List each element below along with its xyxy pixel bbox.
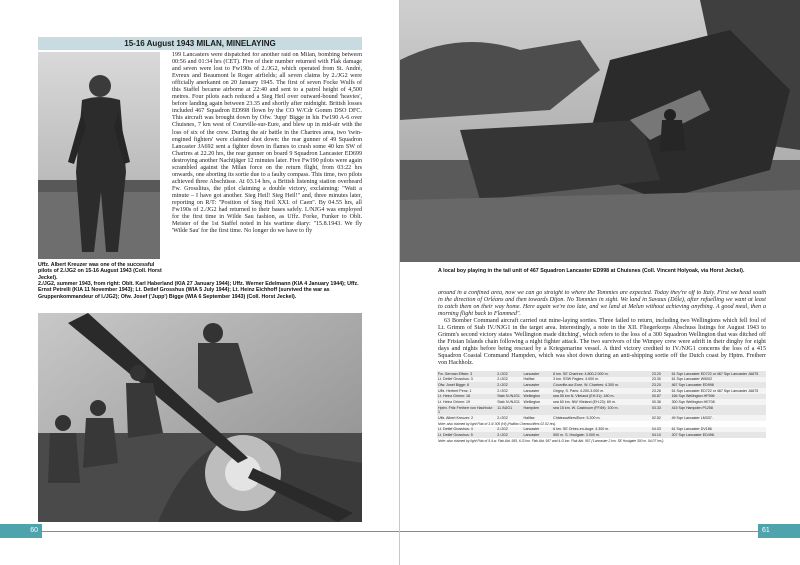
photo-lancaster-wreck [400,0,800,262]
right-body-paragraph: 63 Bomber Command aircraft carried out mine-laying sorties. Three failed to return, including two Wellingtons which fell foul of Lt. Grimm of Stab IV./NJG1 in the target area. Interestingly, a note in the XII. Fliegerkorps Abschuss listings for August 1943 to Grimm's second victory states 'Wellington made ditching', which refers to the loss of a 300 Squadron Wellington that was ditched off the Frisian Islands chain following a night fighter attack. The two survivors of the Wimpey crew were adrift in their dinghy for eight days and nights before being rescued by a Kriegsmarine vessel. A third victory credited to IV./NJG1 concerns the loss of a 415 Squadron Coastal Command Hampden, which was shot down during an anti-shipping sortie off the Dutch coast by Hptm. Freiherr von Hachholz. [438,318,766,367]
table-cell-victim: 61 Sqn Lancaster ED722 or 467 Sqn Lancaster JA675 [671,371,766,377]
table-cell-victim: 61 Sqn Lancaster W5002 [671,377,766,383]
right-page-rule [400,531,758,532]
group-photo-image [38,313,362,522]
table-cell-type: Halifax [523,415,553,421]
table-cell-victim: 467 Sqn Lancaster ED998 [671,382,766,388]
table-cell-pilot: Lt. Heinz Grimm: 19 [437,399,496,405]
table-cell-time: 02.52 [651,415,671,421]
table-cell-unit: Stab IV./NJG1 [496,394,522,400]
table-cell-unit: 2./JG2 [496,432,522,438]
table-cell-type: Lancaster [523,371,553,377]
table-cell-location: 6 km. SE Chartres: 4.800-2.000 m. [552,371,651,377]
table-cell-unit: 2./JG2 [496,382,522,388]
table-cell-time: 04.03 [651,427,671,433]
table-cell-location: 500 m. S. Houlgate: 3.000 m. [552,432,651,438]
table-cell-location: Châteauvillers/Eure: 5.200 m. [552,415,651,421]
wreck-image [400,0,800,262]
table-cell-location: sea 60 km. NW Vlieland (EH.23): 69 m. [552,399,651,405]
portrait-image [38,52,160,259]
table-note-row [437,438,766,444]
table-cell-location: 3 km. SSW Pagles: 4.000 m. [552,377,651,383]
left-body-paragraph: 199 Lancasters were dispatched for another raid on Milan, bombing between 00:56 and 01:34 hrs (CET). Five of their number returned with Flak damage and seven were lost to Fw190s of 2./JG2, which operated from St. André, Evreux and Beaumont le Roger airfields; all seven claims by 2./JG2 were officially anerkannt on 20 January 1945. The first of seven Focke Wulfs of this Staffel became airborne at 22:40 and sent to a patrol height of 4,500 metres. Four pilots each reduced a Sieg Heil over outward-bound 'heavies', before landing again between 23.35 and shortly after midnight. British losses included 467 Squadron ED998 flown by the CO W/Cdr Gomm DSO DFC. This aircraft was brought down by Ofw. 'Jupp' Bigge in his Fw190 A-6 over Chuisnes, 7 km west of Courville-sur-Eure, and blew up in mid-air with the loss of six of the crew. During the air battle in the Chartres area, two 'twin-engined fighters' were claimed shot down: the rear gunner of 49 Squadron Lancaster JA692 sent a fighter down in flames to crash some 40 km SW of Chartres at 22.20 hrs, the rear gunner on board 9 Squadron Lancaster ED699 destroying another Nachtjäger 12 minutes later. Five Fw190 pilots were again scrambled against the Milan force on the return flight, from 03:22 hrs onwards, one aborting its sortie due to a faulty compass. This time, two pilots achieved three Abschüsse. At 03.14 hrs, a British listening station overheard Fw. Grosslitus, the pilot claiming a double victory, exclaiming: "Wait a minute – I have got another. Sieg Heil! Sieg Heil!" and, three minutes later, reporting on R/T: "Position of Sieg Heil XXI. of Caen". By 04.55 hrs, all Fw190s of 2./JG2 had returned to their bases safely. I./NJG4 was employed for the first time in Wilde Sau fashion, as Uffz. Forke, Funker to Oblt. Meister of the 1st Staffel noted in his wartime diary: "15.8.1943. We fly 'Wilde Sau' for the first time. No longer do we have to fly [172,52,362,235]
table-cell-pilot: Uffz. Albert Kreuzer: 2 [437,415,496,421]
table-cell-time: 23.26 [651,388,671,394]
table-cell-victim: 166 Sqn Wellington HF596 [671,394,766,400]
table-cell-unit: 2./JG2 [496,388,522,394]
photo-pilots-on-propeller [38,313,362,522]
table-cell-location: sea 15 km. W. Castricum (FF.69): 100 m. [552,405,651,415]
table-cell-time: 23.30 [651,377,671,383]
table-cell-unit: 2./JG2 [496,377,522,383]
caption-wreck: A local boy playing in the tail unit of 467 Squadron Lancaster ED998 at Chuisnes (Coll. Vincent Holyoak, via Horst Jeckel). [438,268,745,274]
caption-group-photo: 2./JG2, summer 1943, from right: Oblt. Karl Haberland (KIA 27 January 1944); Uffz. Werner Edelmann (KIA 4 January 1944); Uffz. Ernst Petrelli (KIA 11 November 1943); Lt. Detlef Grosshus (WIA 5 July 1944); Lt. Heinz Eichhoff (survived the war as Gruppenkommandeur of I./JG2); Ofw. Josef ('Jupp') Bigge (WIA 6 September 1943) (Coll. Horst Jeckel). [38,281,359,300]
table-cell-time: 03.33 [651,405,671,415]
right-page-number: 61 [758,524,800,538]
victory-claims-body [437,371,766,444]
table-cell-pilot: Lt. Detlef Grosshus: 5 [437,432,496,438]
table-cell-pilot: Fw. German Elfwin: 3 [437,371,496,377]
right-page [400,0,800,565]
table-cell-pilot: Lt. Detlef Grosshus: 3 [437,377,496,383]
table-cell-victim: 415 Sqn Hampden P1258 [671,405,766,415]
table-cell-time: 23.20 [651,371,671,377]
table-cell-unit: Stab IV./NJG1 [496,399,522,405]
right-body-italic: around in a confined area, now we can go straight to where the Tommies are expected. Today they're off to Italy. First we head south in the direction of Orléans and then towards Dijon. No Tommies in sight. We land in Savaux (Dôle), after refuelling we want at least to catch them on their way home. Here again we're too late, and we land at Melun without achieving anything. A good meal, then a morning flight back to Flammed". [438,290,766,318]
table-cell-location: sea 55 km N. Vlieland (EH.31): 180 m. [552,394,651,400]
table-cell-time: 23.20 [651,382,671,388]
table-cell-unit: 11./NJG1 [496,405,522,415]
table-cell-time: 00.36 [651,399,671,405]
table-cell-type: Lancaster [523,427,553,433]
caption-kreuzer: Uffz. Albert Kreuzer was one of the successful pilots of 2./JG2 on 15-16 August 1943 (Coll. Horst Jeckel). [38,262,162,281]
table-cell-type: Halifax [523,377,553,383]
table-cell-location: 6 km. SE Orbec-en-Auge: 4.300 m. [552,427,651,433]
table-cell-location: Grigny, S. Paris: 4.200-3.000 m. [552,388,651,394]
table-cell-type: Wellington [523,399,553,405]
table-cell-unit: 2./JG2 [496,371,522,377]
table-cell-type: Wellington [523,394,553,400]
left-page-rule [42,531,400,532]
table-cell-pilot: Ofw. Josef Bigge: 6 [437,382,496,388]
table-cell-unit: 2./JG2 [496,427,522,433]
table-cell-type: Lancaster [523,382,553,388]
table-cell-pilot: Uffz. Herbert Penz: 1 [437,388,496,394]
table-cell-type: Hampden [523,405,553,415]
table-cell-victim: 61 Sqn Lancaster ED722 or 467 Sqn Lancaster JA675 [671,388,766,394]
left-body-text [172,52,362,274]
table-cell-time: 04.10 [651,432,671,438]
table-cell-time: 00.87 [651,394,671,400]
table-cell-pilot: Lt. Detlef Grosshus: 4 [437,427,496,433]
table-row [437,405,766,415]
table-cell-victim: 61 Sqn Lancaster DV186 [671,427,766,433]
table-note: Note: also claimed by light Flak of 3./I/ 305 (HI) (Halifax Chenouvillers 02.52 hrs). [437,421,766,427]
table-cell-pilot: Hptm. Fritz Freiherr von Hachholz: 1 [437,405,496,415]
victory-claims-table [437,371,766,444]
table-cell-type: Lancaster [523,432,553,438]
table-cell-type: Lancaster [523,388,553,394]
right-body-text [438,290,766,368]
table-note: Note: also claimed by light Flak of 5./Lw. Flak Abt. 955, 6./3.Inn. Flak Abt. 957 and 4./3.Inn. Flak Abt. 957 ('Lancaster 2 km. SE Houlgate 300 m. 04.07 hrs'). [437,438,766,444]
left-page-number: 60 [0,524,42,538]
table-cell-pilot: Lt. Heinz Grimm: 18 [437,394,496,400]
table-cell-victim: 207 Sqn Lancaster ED498. [671,432,766,438]
section-title: 15-16 August 1943 MILAN, MINELAYING [38,37,362,50]
table-cell-unit: 2./JG2 [496,415,522,421]
photo-kreuzer-portrait [38,52,160,259]
table-cell-victim: 49 Sqn Lancaster LM337. [671,415,766,421]
table-cell-location: Courville-sur-Eure, W. Chartres: 4.300 m. [552,382,651,388]
table-cell-victim: 300 Sqn Wellington HE708 [671,399,766,405]
